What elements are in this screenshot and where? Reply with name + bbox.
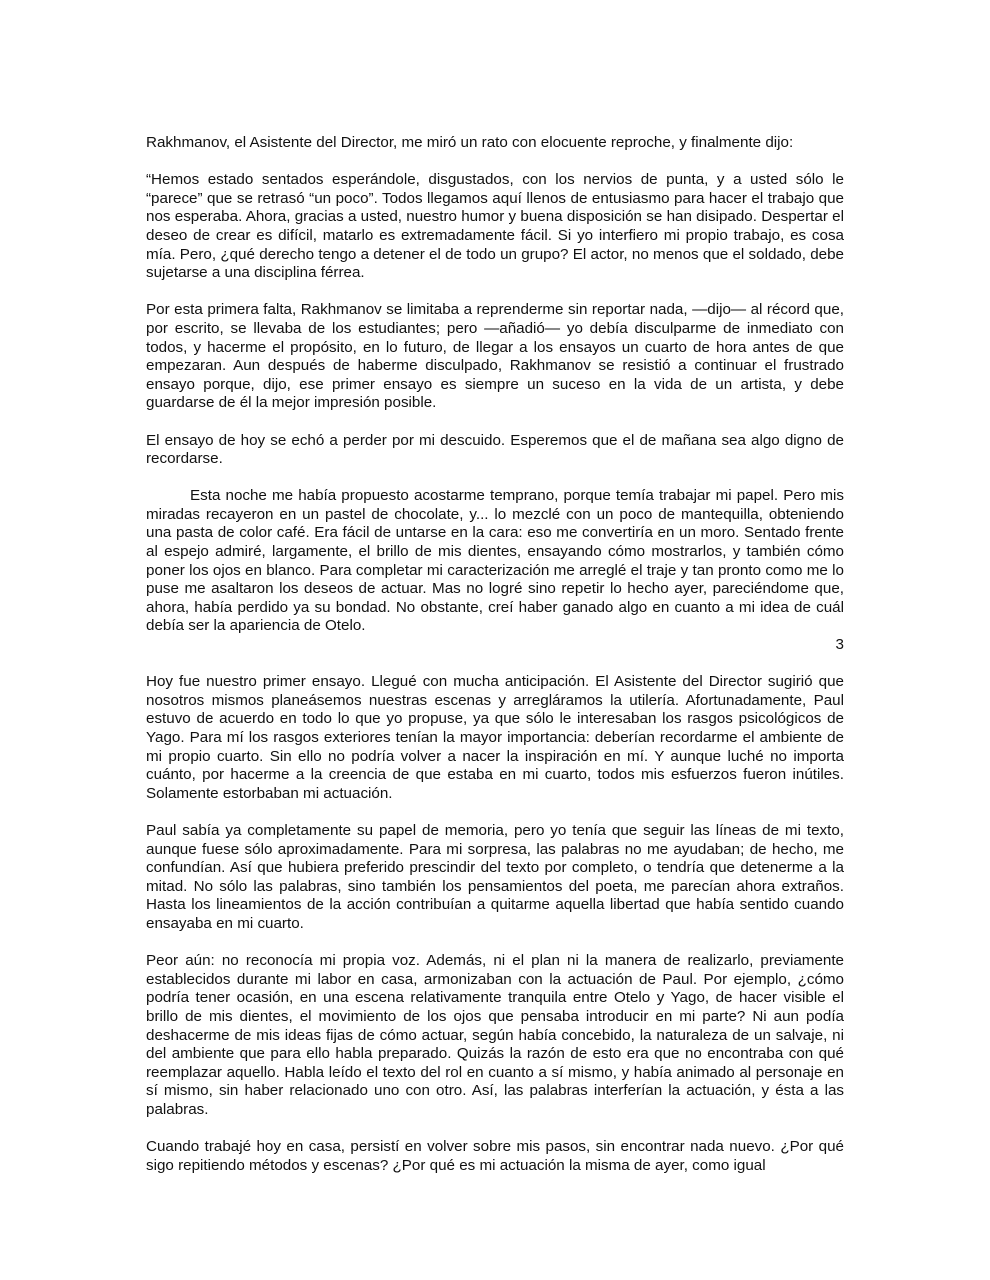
paragraph-rakhmanov-speech: “Hemos estado sentados esperándole, disgustados, con los nervios de punta, y a usted sólo le “parece” que se retrasó “un poco”. Todos llegamos aquí llenos de entusiasmo para hacer el trabajo que nos esperaba. Ahora, gracias a usted, nuestro humor y buena disposición se han disipado. Despertar el deseo de crear es difícil, matarlo es extremadamente fácil. Si yo interfiero mi propio trabajo, es cosa mía. Pero, ¿qué derecho tengo a detener el de todo un grupo? El actor, no menos que el soldado, debe sujetarse a una disciplina férrea. xyxy=(146,171,844,282)
paragraph-paul-memory: Paul sabía ya completamente su papel de memoria, pero yo tenía que seguir las líneas de mi texto, aunque fuese sólo aproximadamente. Para mi sorpresa, las palabras no me ayudaban; de hecho, me confundían. Así que hubiera preferido prescindir del texto por completo, o tendría que detenerme a la mitad. No sólo las palabras, sino también los pensamientos del poeta, me parecían ahora extraños. Hasta los lineamientos de la acción contribuían a quitarme aquella libertad que había sentido cuando ensayaba en mi cuarto. xyxy=(146,821,844,932)
paragraph-rehearsal-ruined: El ensayo de hoy se echó a perder por mi descuido. Esperemos que el de mañana sea algo digno de recordarse. xyxy=(146,431,844,468)
section-number: 3 xyxy=(835,636,844,654)
paragraph-first-rehearsal: Hoy fue nuestro primer ensayo. Llegué con mucha anticipación. El Asistente del Director sugirió que nosotros mismos planeásemos nuestras escenas y arregláramos la utilería. Afortunadamente, Paul estuvo de acuerdo en todo lo que yo propuse, ya que sólo le interesaban los rasgos psicológicos de Yago. Para mí los rasgos exteriores tenían la mayor importancia: deberían recordarme el ambiente de mi propio cuarto. Sin ello no podría volver a nacer la inspiración en mí. Y aunque luché no importa cuánto, por hacerme a la creencia de que estaba en mi cuarto, todos mis esfuerzos fueron inútiles. Solamente estorbaban mi actuación. xyxy=(146,673,844,802)
paragraph-own-voice: Peor aún: no reconocía mi propia voz. Además, ni el plan ni la manera de realizarlo, previamente establecidos durante mi labor en casa, armonizaban con la actuación de Paul. Por ejemplo, ¿cómo podría tener ocasión, en una escena relativamente tranquila entre Otelo y Yago, de hacer visible el brillo de mis dientes, el movimiento de los ojos que pensaba introducir en mi parte? Ni aun podía deshacerme de mis ideas fijas de cómo actuar, según había concebido, la naturaleza de un salvaje, ni del ambiente que para ello habla preparado. Quizás la razón de esto era que no encontraba con qué reemplazar aquello. Habla leído el texto del rol en cuanto a sí mismo, y había animado al personaje en sí mismo, sin haber relacionado uno con otro. Así, las palabras interferían la actuación, y ésta a las palabras. xyxy=(146,952,844,1118)
paragraph-rakhmanov-intro: Rakhmanov, el Asistente del Director, me miró un rato con elocuente reproche, y finalmente dijo: xyxy=(146,134,794,151)
document-page xyxy=(146,134,844,1194)
paragraph-evening-makeup: Esta noche me había propuesto acostarme temprano, porque temía trabajar mi papel. Pero mis miradas recayeron en un pastel de chocolate, y... lo mezclé con un poco de mantequilla, obteniendo una pasta de color café. Era fácil de untarse en la cara: eso me convertiría en un moro. Sentado frente al espejo admiré, largamente, el brillo de mis dientes, ensayando cómo mostrarlos, y también cómo poner los ojos en blanco. Para completar mi caracterización me arreglé el traje y tan pronto como me lo puse me asaltaron los deseos de actuar. Mas no logré sino repetir lo hecho ayer, pareciéndome que, ahora, había perdido ya su bondad. No obstante, creí haber ganado algo en cuanto a mi idea de cuál debía ser la apariencia de Otelo. xyxy=(146,487,844,635)
paragraph-first-fault: Por esta primera falta, Rakhmanov se limitaba a reprenderme sin reportar nada, —dijo— al récord que, por escrito, se llevaba de los estudiantes; pero —añadió— yo debía disculparme de inmediato con todos, y hacerme el propósito, en lo futuro, de llegar a los ensayos un cuarto de hora antes de que empezaran. Aun después de haberme disculpado, Rakhmanov se resistió a continuar el frustrado ensayo porque, dijo, ese primer ensayo es siempre un suceso en la vida de un artista, y debe guardarse de él la mejor impresión posible. xyxy=(146,301,844,412)
paragraph-work-at-home: Cuando trabajé hoy en casa, persistí en volver sobre mis pasos, sin encontrar nada nuevo. ¿Por qué sigo repitiendo métodos y escenas? ¿Por qué es mi actuación la misma de ayer, como igual xyxy=(146,1138,844,1174)
